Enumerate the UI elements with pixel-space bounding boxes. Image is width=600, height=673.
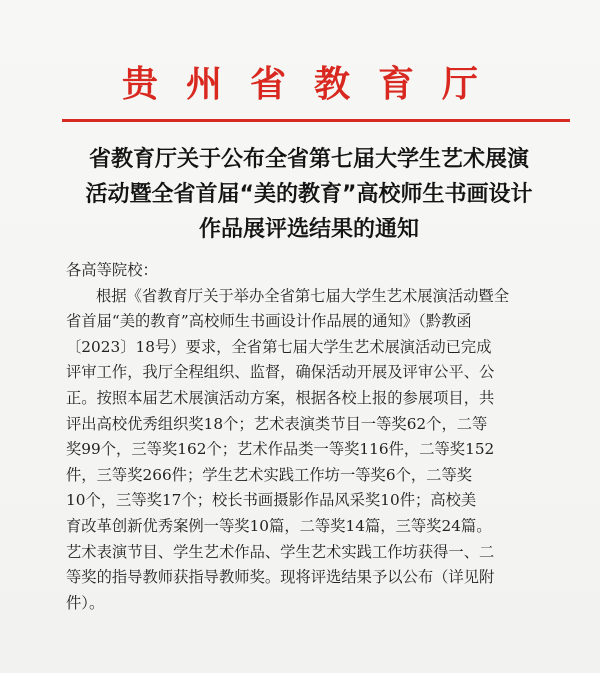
notice-body-line: 评出高校优秀组织奖18个；艺术表演类节目一等奖62个，二等 xyxy=(66,414,488,433)
notice-body-line: 件，三等奖266件；学生艺术实践工作坊一等奖6个，二等奖 xyxy=(66,465,473,484)
notice-salutation: 各高等院校： xyxy=(66,261,158,279)
notice-body-line: 评审工作，我厅全程组织、监督，确保活动开展及评审公平、公 xyxy=(66,363,495,382)
notice-body-line: 根据《省教育厅关于举办全省第七届大学生艺术展演活动暨全 xyxy=(96,286,510,305)
notice-body-line: 省首届“美的教育”高校师生书画设计作品展的通知》（黔教函 xyxy=(66,312,472,331)
notice-body-line: 〔2023〕18号）要求，全省第七届大学生艺术展演活动已完成 xyxy=(66,337,492,356)
notice-body-line: 10个，三等奖17个；校长书画摄影作品风采奖10件；高校美 xyxy=(66,491,477,510)
notice-title-line: 活动暨全省首届“美的教育”高校师生书画设计 xyxy=(85,182,533,207)
letterhead-org-name: 贵州省教育厅 xyxy=(121,63,506,105)
notice-body-line: 育改革创新优秀案例一等奖10篇，二等奖14篇，三等奖24篇。 xyxy=(66,516,492,535)
letterhead-red-rule xyxy=(62,119,570,122)
notice-body-line: 奖99个，三等奖162个；艺术作品类一等奖116件，二等奖152 xyxy=(66,440,495,459)
notice-body xyxy=(66,258,572,616)
notice-title xyxy=(58,142,560,247)
notice-body-line: 艺术表演节目、学生艺术作品、学生艺术实践工作坊获得一、二 xyxy=(66,542,495,561)
notice-title-line: 省教育厅关于公布全省第七届大学生艺术展演 xyxy=(88,147,529,172)
notice-title-line: 作品展评选结果的通知 xyxy=(198,217,419,242)
notice-body-line: 件）。 xyxy=(66,593,105,612)
notice-body-line: 正。按照本届艺术展演活动方案，根据各校上报的参展项目，共 xyxy=(66,388,495,407)
notice-body-line: 等奖的指导教师获指导教师奖。现将评选结果予以公布（详见附 xyxy=(66,568,495,587)
